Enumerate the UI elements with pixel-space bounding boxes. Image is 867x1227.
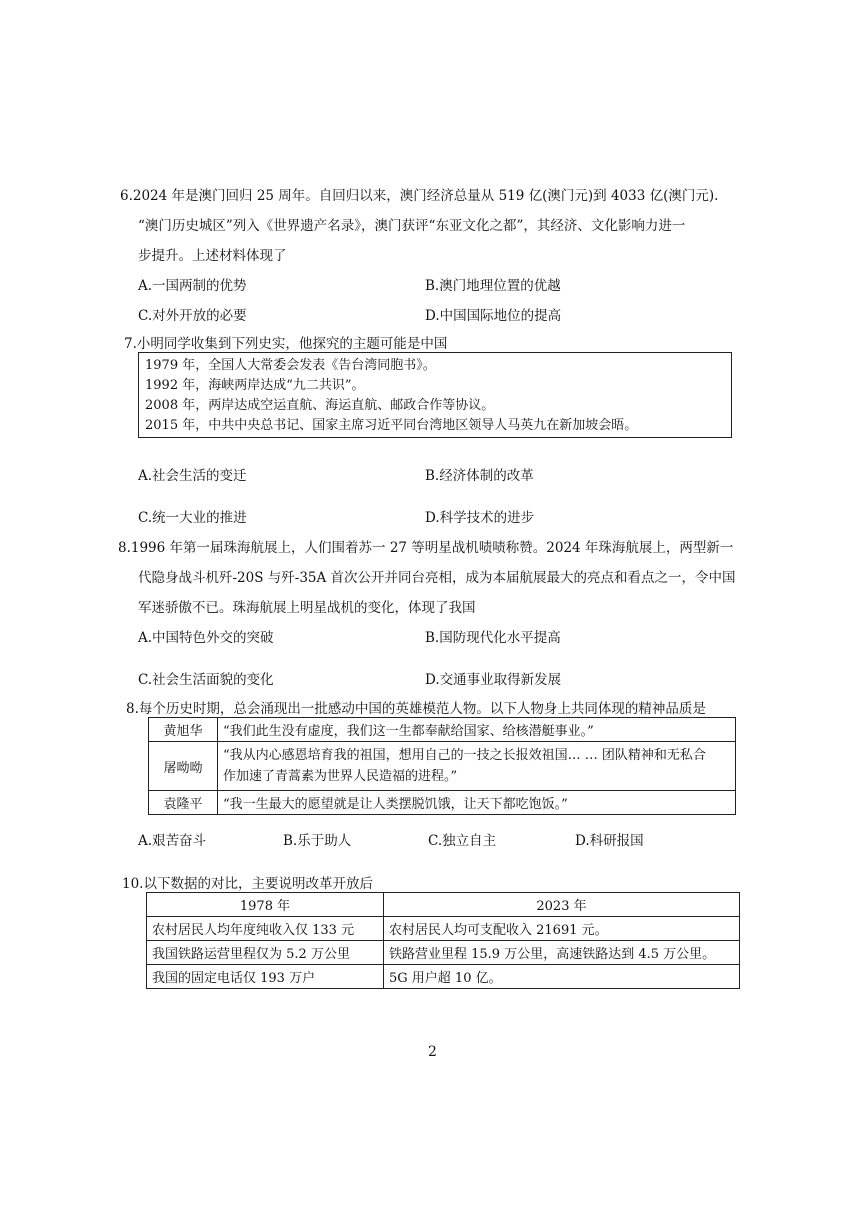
- q7-fact-4: 2015 年，中共中央总书记、国家主席习近平同台湾地区领导人马英九在新加坡会晤。: [145, 418, 638, 433]
- table-cell: 我国的固定电话仅 193 万户: [147, 965, 384, 989]
- q7-option-b: B.经济体制的改革: [425, 468, 534, 484]
- q8-option-a: A.中国特色外交的突破: [138, 630, 274, 646]
- hero-name: 屠呦呦: [149, 742, 218, 791]
- q7-option-d: D.科学技术的进步: [425, 510, 535, 526]
- table-row: [147, 941, 740, 965]
- table-cell: 我国铁路运营里程仅为 5.2 万公里: [147, 941, 384, 965]
- table-cell: 农村居民人均年度纯收入仅 133 元: [147, 917, 384, 941]
- table-row: [149, 742, 736, 791]
- table-cell: 5G 用户超 10 亿。: [384, 965, 740, 989]
- q7-fact-2: 1992 年，海峡两岸达成“九二共识”。: [145, 378, 365, 393]
- q8-option-c: C.社会生活面貌的变化: [138, 672, 274, 688]
- q8-option-d: D.交通事业取得新发展: [425, 672, 562, 688]
- table-row: [147, 965, 740, 989]
- hero-name: 袁隆平: [149, 791, 218, 815]
- column-header-1978: 1978 年: [147, 893, 384, 917]
- q6-option-d: D.中国国际地位的提高: [425, 308, 562, 324]
- hero-name: 黄旭华: [149, 718, 218, 742]
- table-row: [149, 791, 736, 815]
- q8-line-1: 8.1996 年第一届珠海航展上，人们围着苏一 27 等明星战机啧啧称赞。2024 年珠海航展上，两型新一: [118, 540, 734, 556]
- q10-comparison-table: [146, 892, 740, 989]
- table-row: [149, 718, 736, 742]
- table-cell: 铁路营业里程 15.9 万公里，高速铁路达到 4.5 万公里。: [384, 941, 740, 965]
- q8-line-2: 代隐身战斗机歼-20S 与歼-35A 首次公开并同台亮相，成为本届航展最大的亮点和看点之一，令中国: [138, 570, 736, 586]
- hero-quote: [218, 742, 736, 791]
- q6-option-c: C.对外开放的必要: [138, 308, 247, 324]
- hero-quote: “我一生最大的愿望就是让人类摆脱饥饿，让天下都吃饱饭。”: [218, 791, 736, 815]
- q8-line-3: 军迷骄傲不已。珠海航展上明星战机的变化，体现了我国: [138, 600, 476, 616]
- page-number: 2: [428, 1044, 437, 1060]
- q6-line-3: 步提升。上述材料体现了: [138, 248, 287, 264]
- q10-stem: 10.以下数据的对比，主要说明改革开放后: [122, 876, 373, 892]
- table-header-row: [147, 893, 740, 917]
- q7-option-c: C.统一大业的推进: [138, 510, 247, 526]
- q6-line-2: “澳门历史城区”列入《世界遗产名录》，澳门获评“东亚文化之都”，其经济、文化影响力进一: [138, 218, 686, 234]
- q6-option-a: A.一国两制的优势: [138, 278, 247, 294]
- q9-option-d: D.科研报国: [575, 833, 644, 849]
- table-cell: 农村居民人均可支配收入 21691 元。: [384, 917, 740, 941]
- q9-option-c: C.独立自主: [428, 833, 497, 849]
- q9-heroes-table: [148, 717, 736, 815]
- q7-option-a: A.社会生活的变迁: [138, 468, 247, 484]
- q7-facts-box: [138, 352, 732, 438]
- hero-quote: “我们此生没有虚度，我们这一生都奉献给国家、给核潜艇事业。”: [218, 718, 736, 742]
- q9-option-a: A.艰苦奋斗: [138, 833, 207, 849]
- q9-stem: 8.每个历史时期，总会涌现出一批感动中国的英雄模范人物。以下人物身上共同体现的精神品质是: [126, 701, 706, 717]
- q9-option-b: B.乐于助人: [283, 833, 352, 849]
- q6-option-b: B.澳门地理位置的优越: [425, 278, 561, 294]
- q8-option-b: B.国防现代化水平提高: [425, 630, 561, 646]
- q7-stem: 7.小明同学收集到下列史实，他探究的主题可能是中国: [124, 336, 448, 352]
- q7-fact-3: 2008 年，两岸达成空运直航、海运直航、邮政合作等协议。: [145, 398, 495, 413]
- hero-quote-line: “我从内心感恩培育我的祖国，想用自己的一技之长报效祖国… … 团队精神和无私合: [223, 748, 706, 763]
- hero-quote-line: 作加速了青蒿素为世界人民造福的进程。”: [223, 769, 458, 784]
- q7-fact-1: 1979 年，全国人大常委会发表《告台湾同胞书》。: [145, 358, 436, 373]
- table-row: [147, 917, 740, 941]
- q6-line-1: 6.2024 年是澳门回归 25 周年。自回归以来，澳门经济总量从 519 亿(澳门元)到 4033 亿(澳门元).: [120, 188, 719, 204]
- column-header-2023: 2023 年: [384, 893, 740, 917]
